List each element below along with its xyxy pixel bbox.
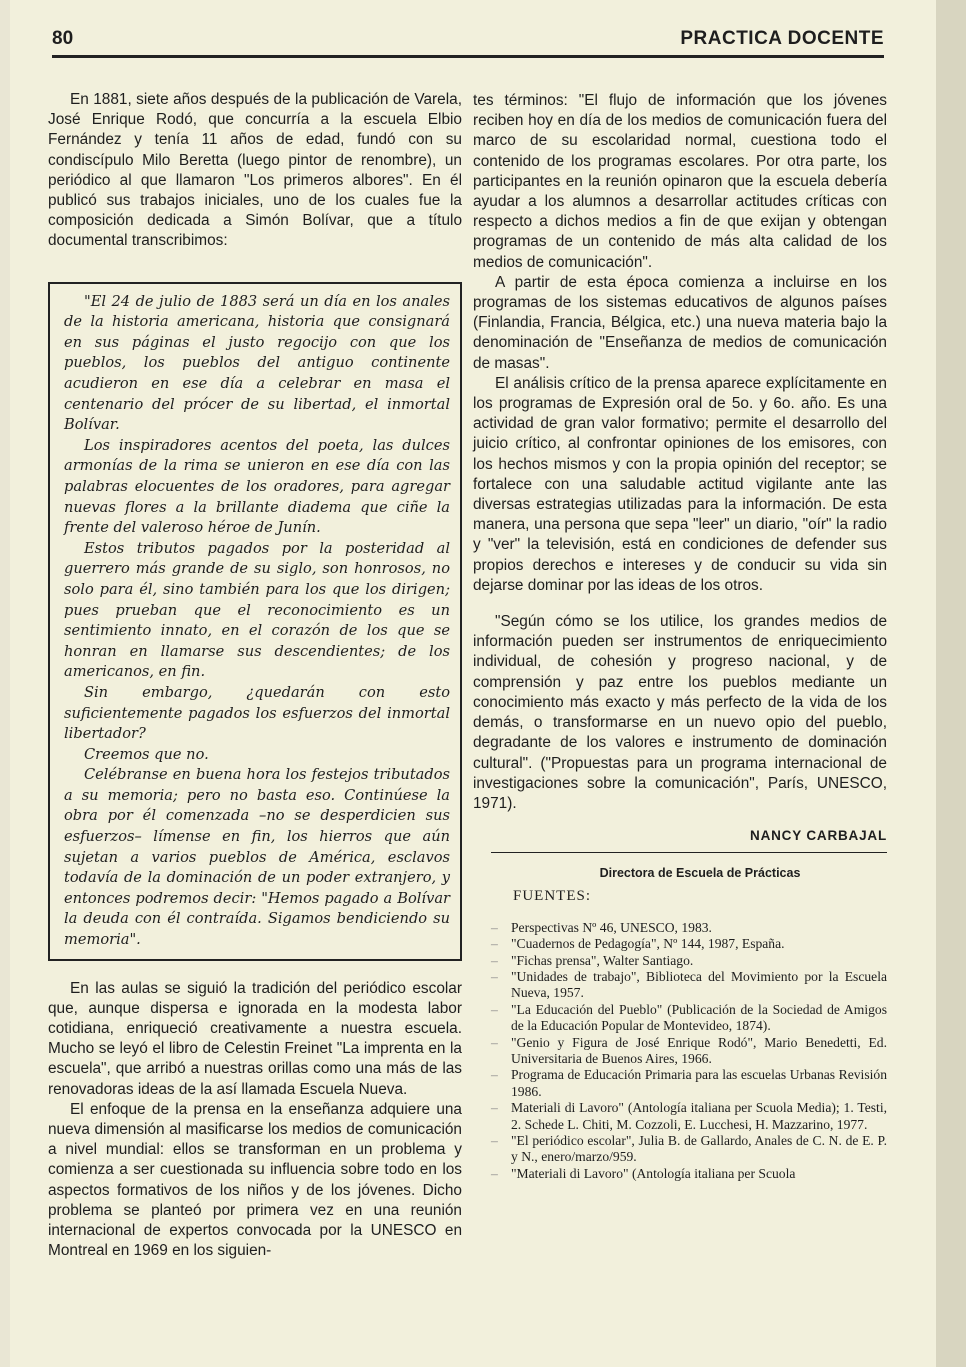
body-paragraph: "Según cómo se los utilice, los grandes medios de información pueden ser instrumentos de enriquecimiento individual, de cohesión y progreso nacional, y de comprensión y paz entre los pueblos mediante un conocimiento más exacto y más perfecto de la vida de los demás, o transformarse en un nuevo opio del pueblo, degradante de los valores e instrumento de dominación cultural". ("Propuestas para un programa internacional de investigaciones sobre la comunicación", París, UNESCO, 1971).	[473, 613, 887, 812]
quote-paragraph: Creemos que no.	[84, 745, 209, 763]
quote-paragraph: "El 24 de julio de 1883 será un día en los anales de la historia americana, historia que consignará en sus páginas el justo regocijo con que los pueblos, los pueblos del antiguo continente acudieron en ese día a celebrar en masa el centenario del prócer de su libertad, el inmortal Bolívar.	[64, 292, 450, 434]
source-item: – "Materiali di Lavoro" (Antología italiana per Scuola	[473, 1166, 887, 1182]
source-item: – Perspectivas Nº 46, UNESCO, 1983.	[473, 920, 887, 936]
source-item: – Materiali di Lavoro" (Antología italiana per Scuola Media); 1. Testi, 2. Schede L. Chiti, M. Cozzoli, E. Lucchesi, H. Mazzarino, 1977.	[473, 1100, 887, 1133]
author-signature: NANCY CARBAJAL	[750, 828, 887, 844]
source-item: – Programa de Educación Primaria para las escuelas Urbanas Revisión 1986.	[473, 1067, 887, 1100]
signature-rule	[491, 852, 887, 853]
page-header	[52, 28, 884, 54]
sources-heading: FUENTES:	[513, 887, 592, 904]
sources-list	[473, 920, 887, 1183]
body-paragraph: A partir de esta época comienza a incluirse en los programas de los sistemas educativos de algunos países (Finlandia, Francia, Bélgica, etc.) una nueva materia bajo la denominación de "Enseñanza de medios de comunicación de masas".	[473, 273, 887, 372]
body-paragraph: El enfoque de la prensa en la enseñanza adquiere una nueva dimensión al masificarse los medios de comunicación a nivel mundial: ellos se transforman en un problema y comienza a ser cuestionada su influencia sobre todo en los aspectos formativos de los niños y de los jóvenes. Dicho problema se planteó por primera vez en una reunión internacional de expertos convocada por la UNESCO en Montreal en 1969 en los siguien-	[48, 1100, 462, 1260]
body-paragraph: En las aulas se siguió la tradición del periódico escolar que, aunque dispersa e ignorada en la modesta labor cotidiana, enriqueció creativamente a nuestra escuela. Mucho se leyó el libro de Celestin Freinet "La imprenta en la escuela", que arribó a nuestras orillas como una más de las renovadoras ideas de la así llamada Escuela Nueva.	[48, 979, 462, 1098]
source-item: – "Genio y Figura de José Enrique Rodó", Mario Benedetti, Ed. Universitaria de Buenos Aires, 1966.	[473, 1035, 887, 1068]
quote-paragraph: Los inspiradores acentos del poeta, las dulces armonías de la rima se unieron en ese día con las palabras elocuentes de los oradores, para agregar nuevas flores a la brillante diadema que ciñe la frente del valeroso héroe de Junín.	[64, 436, 450, 537]
quote-paragraph: Celébranse en buena hora los festejos tributados a su memoria; pero no basta eso. Continúese la obra por él comenzada –no se desperdicien sus esfuerzos– límense en fin, los hierros que aún sujetan a varios pueblos de América, esclavos todavía de la dominación de un poder extranjero, y entonces podremos decir: "Hemos pagado a Bolívar la deuda con él contraída. Sigamos bendiciendo su memoria".	[64, 766, 450, 949]
source-item: – "La Educación del Pueblo" (Publicación de la Sociedad de Amigos de la Educación Popular de Montevideo, 1874).	[473, 1002, 887, 1035]
author-title: Directora de Escuela de Prácticas	[599, 866, 801, 881]
body-paragraph: tes términos: "El flujo de información que los jóvenes reciben hoy en día de los medios de comunicación fuera del marco de su escolaridad normal, cuestiona todo el contenido de los programas escolares. Por otra parte, los participantes en la reunión opinaron que la escuela debería ayudar a los alumnos a desarrollar actitudes críticas con respecto a dichos medios a fin de que exijan y obtengan programas de un contenido de más alta calidad de los medios de comunicación".	[473, 92, 887, 271]
page-number: 80	[52, 28, 74, 49]
source-item: – "Fichas prensa", Walter Santiago.	[473, 953, 887, 969]
body-paragraph: El análisis crítico de la prensa aparece explícitamente en los programas de Expresión oral de 5o. y 6o. año. Es una actividad de gran valor formativo; permite el desarrollo del juicio crítico, al confrontar opiniones de los emisores, con los hechos mismos y con la propia opinión del receptor; se fortalece con una saludable actitud vigilante ante las diversas estrategias utilizadas para la información. De esta manera, una persona que sepa "leer" un diario, "oír" la radio y "ver" la televisión, está en condiciones de defender sus propios derechos e intereses y de conducir su vida sin dejarse dominar por las ideas de los otros.	[473, 374, 887, 594]
left-column	[48, 90, 462, 1261]
quote-box	[48, 282, 462, 961]
right-column	[473, 91, 887, 1182]
running-title: PRACTICA DOCENTE	[680, 28, 884, 49]
document-page	[10, 0, 936, 1367]
source-item: – "El periódico escolar", Julia B. de Gallardo, Anales de C. N. de E. P. y N., enero/marzo/959.	[473, 1133, 887, 1166]
quote-paragraph: Estos tributos pagados por la posteridad al guerrero más grande de su siglo, son honrosos, no solo para él, sino también para los que los dirigen; pues prueban que el reconocimiento es un sentimiento innato, en el corazón de los que se honran en llamarse sus descendientes; de los americanos, en fin.	[64, 539, 450, 681]
quote-paragraph: Sin embargo, ¿quedarán con esto suficientemente pagados los esfuerzos del inmortal libertador?	[64, 683, 450, 743]
header-rule	[52, 55, 884, 58]
paragraph-gap	[473, 596, 887, 612]
source-item: – "Cuadernos de Pedagogía", Nº 144, 1987, España.	[473, 936, 887, 952]
source-item: – "Unidades de trabajo", Biblioteca del Movimiento por la Escuela Nueva, 1957.	[473, 969, 887, 1002]
page-edge	[936, 0, 966, 1367]
body-paragraph: En 1881, siete años después de la publicación de Varela, José Enrique Rodó, que concurría a la escuela Elbio Fernández y tenía 11 años de edad, fundó con su condiscípulo Milo Beretta (luego pintor de renombre), un periódico al que llamaron "Los primeros albores". En él publicó sus trabajos iniciales, uno de los cuales fue la composición dedicada a Simón Bolívar, que a título documental transcribimos:	[48, 91, 462, 250]
